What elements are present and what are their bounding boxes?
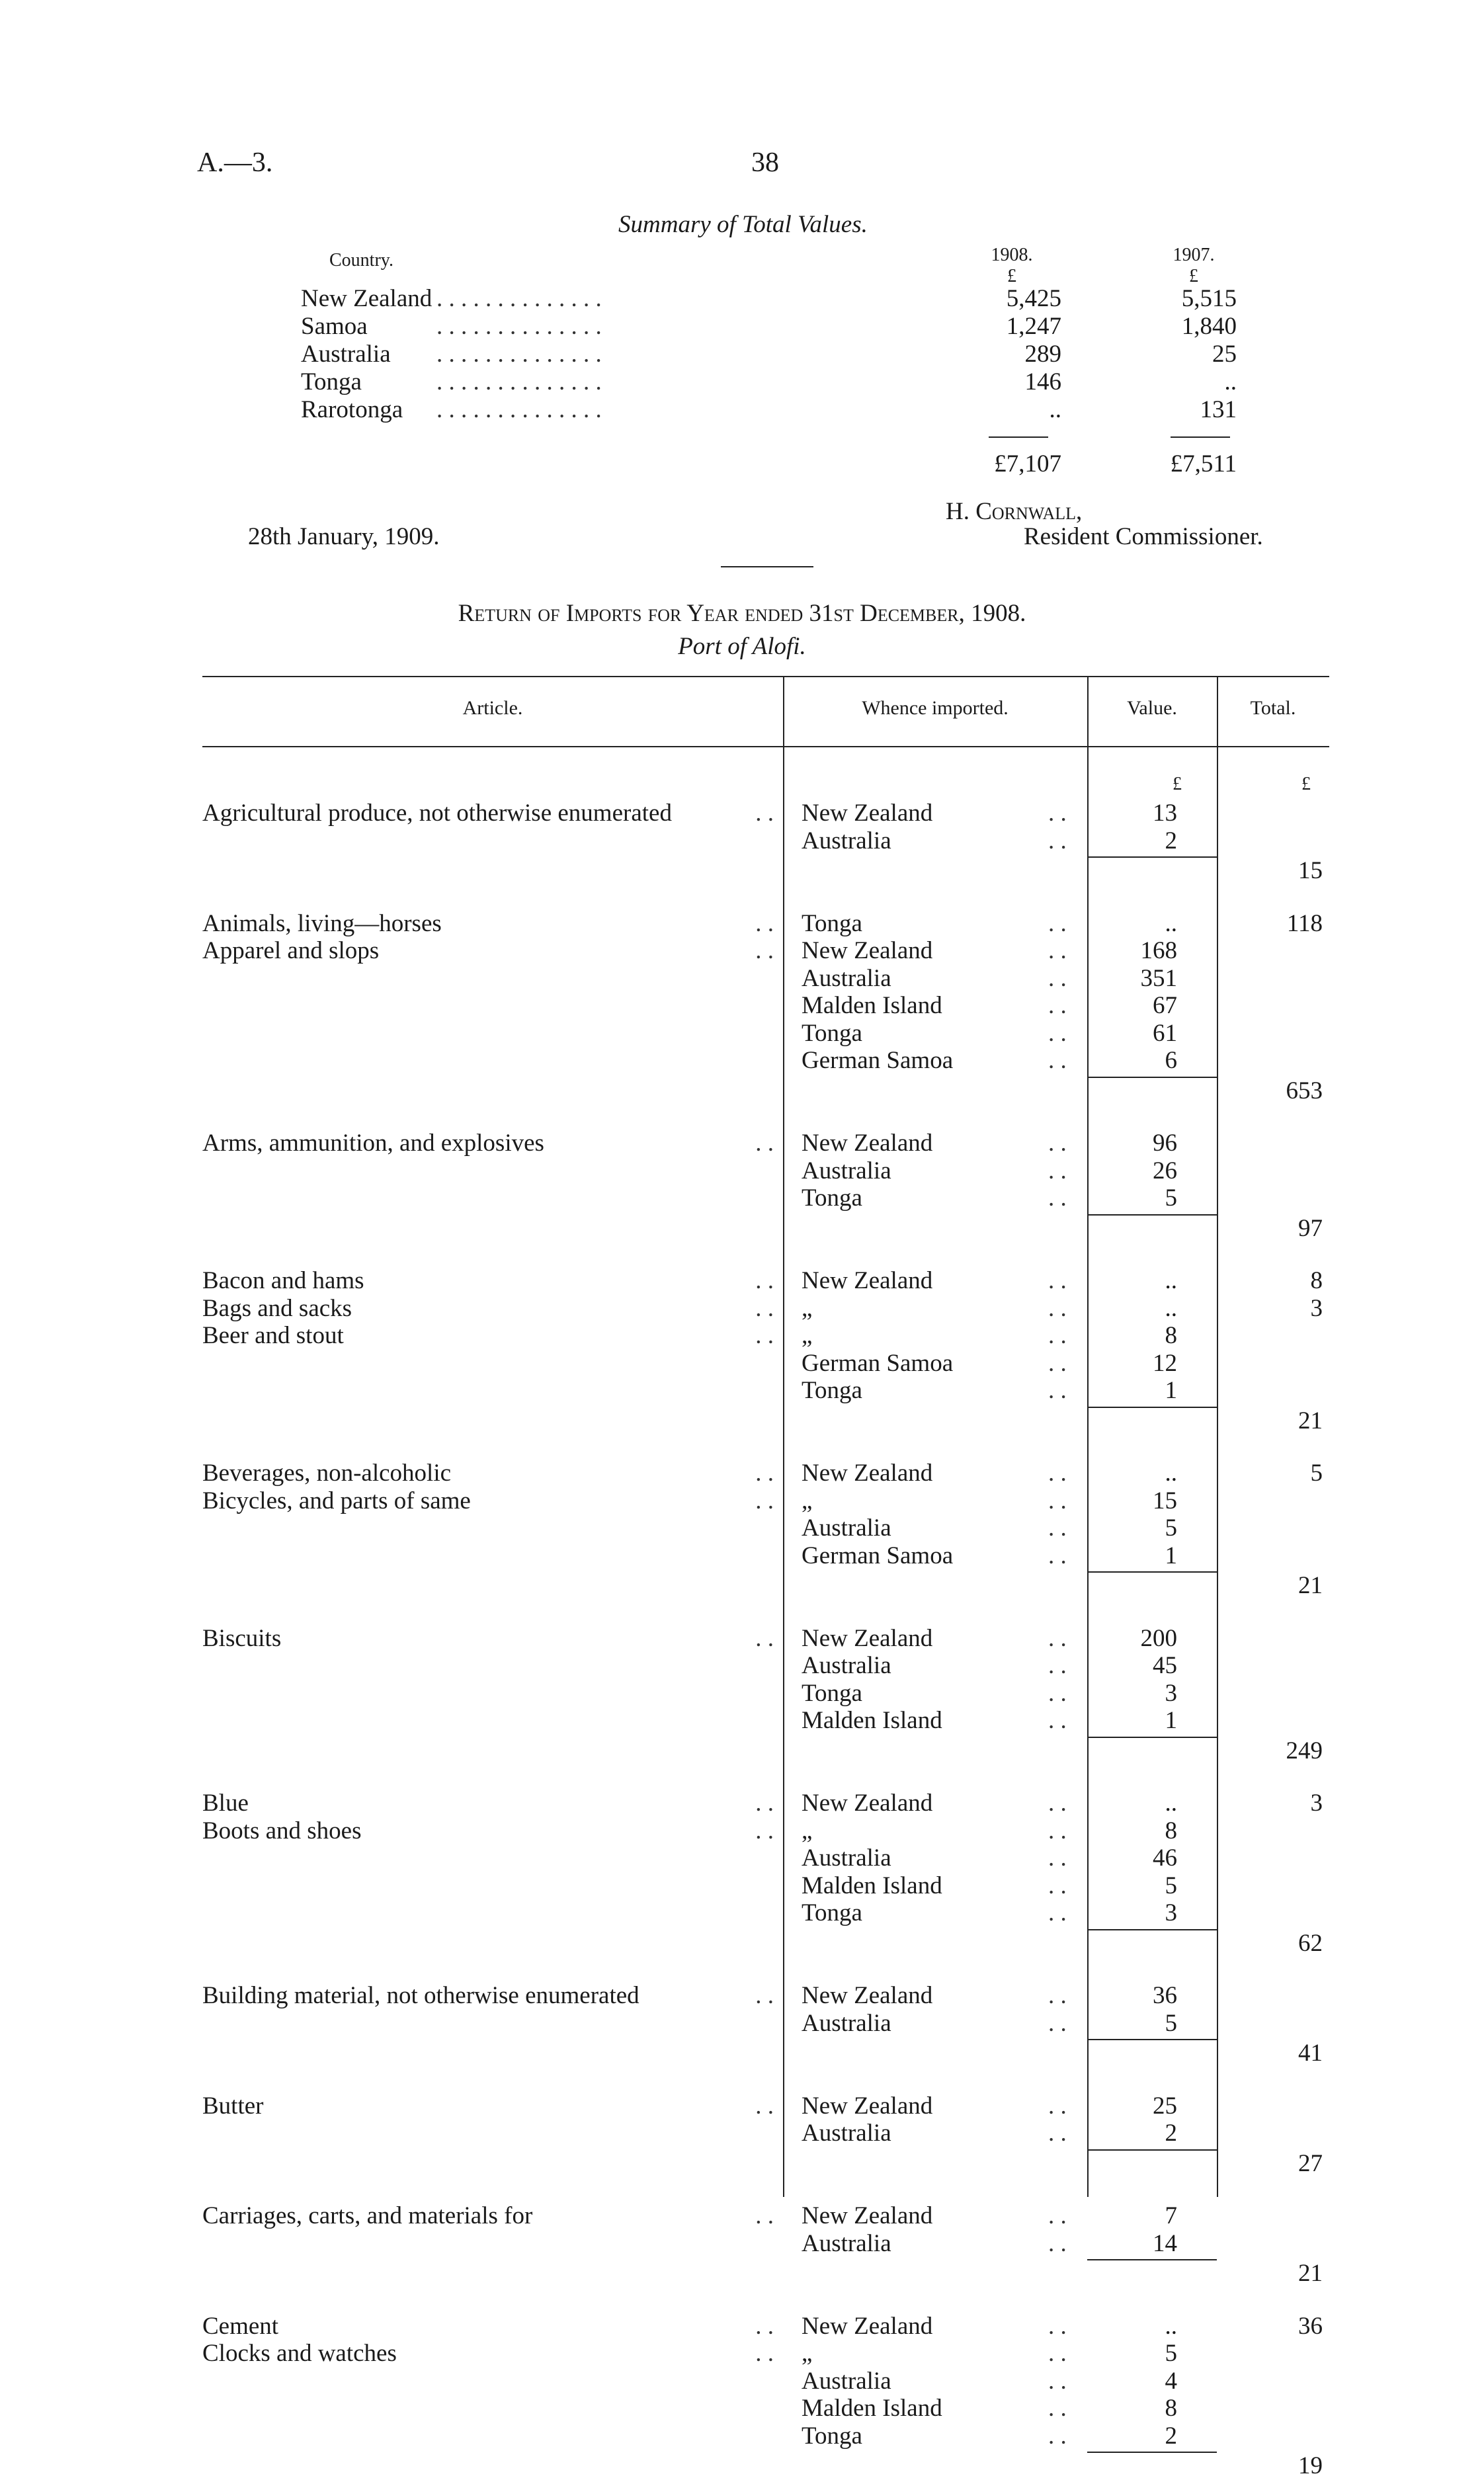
summary-unit-1908: £ — [1007, 266, 1016, 286]
summary-value-1907: .. — [1224, 368, 1237, 395]
leader-dots: . . — [1048, 1542, 1067, 1569]
leader-dots: . . — [1048, 1817, 1067, 1844]
summary-value-1908: 5,425 — [1006, 285, 1061, 312]
leader-dots: . . — [1048, 1157, 1067, 1184]
summary-col-1907: 1907. — [1173, 245, 1215, 265]
summary-unit-1907: £ — [1189, 266, 1198, 286]
row-value: 3 — [1165, 1679, 1177, 1707]
leader-dots: . . — [755, 1817, 774, 1844]
whence-country: Tonga — [802, 1899, 862, 1926]
summary-value-1908: 1,247 — [1006, 313, 1061, 340]
leader-dots: . . — [1048, 1294, 1067, 1322]
whence-country: Malden Island — [802, 992, 942, 1019]
header-whence: Whence imported. — [862, 697, 1009, 719]
whence-country: Malden Island — [802, 1872, 942, 1899]
leader-dots: . . — [1048, 2009, 1067, 2037]
row-value: 2 — [1165, 2120, 1177, 2147]
row-value: 1 — [1165, 1542, 1177, 1569]
whence-country: New Zealand — [802, 800, 933, 827]
row-value: 45 — [1153, 1652, 1177, 1679]
summary-country: Tonga — [301, 368, 362, 395]
summary-col-country: Country. — [329, 250, 393, 270]
leader-dots: . . — [1048, 1790, 1067, 1817]
leader-dots: . . — [1048, 1322, 1067, 1349]
row-value: 36 — [1153, 1982, 1177, 2009]
summary-date: 28th January, 1909. — [248, 523, 440, 550]
subtotal-rule — [1087, 1214, 1217, 1216]
summary-value-1908: 289 — [1024, 341, 1061, 368]
leader-dots: . . — [755, 1624, 774, 1652]
summary-value-1907: 25 — [1212, 341, 1237, 368]
leader-dots: . . . . . . . . . . . . . . — [436, 313, 602, 340]
whence-country: Australia — [802, 1652, 891, 1679]
leader-dots: . . — [755, 1322, 774, 1349]
leader-dots: . . — [1048, 1267, 1067, 1294]
leader-dots: . . — [1048, 1184, 1067, 1212]
header-article: Article. — [462, 697, 523, 719]
whence-country: „ — [802, 1817, 813, 1844]
value-unit: £ — [1173, 774, 1182, 794]
summary-value-1907: 5,515 — [1181, 285, 1237, 312]
article-name: Beverages, non-alcoholic — [202, 1460, 452, 1487]
article-name: Boots and shoes — [202, 1817, 362, 1844]
leader-dots: . . — [1048, 1460, 1067, 1487]
leader-dots: . . — [1048, 2395, 1067, 2422]
group-total: 249 — [1286, 1737, 1323, 1764]
leader-dots: . . — [755, 1267, 774, 1294]
row-value: 12 — [1153, 1349, 1177, 1377]
row-value: 2 — [1165, 2422, 1177, 2450]
row-value: 5 — [1165, 1184, 1177, 1212]
leader-dots: . . — [755, 1982, 774, 2009]
whence-country: New Zealand — [802, 2312, 933, 2340]
subtotal-rule — [1087, 2259, 1217, 2260]
row-value: 5 — [1165, 2340, 1177, 2367]
leader-dots: . . — [1048, 2202, 1067, 2229]
leader-dots: . . . . . . . . . . . . . . — [436, 341, 602, 368]
whence-country: Australia — [802, 1157, 891, 1184]
article-total: 8 — [1310, 1267, 1323, 1294]
row-value: 3 — [1165, 1899, 1177, 1926]
return-title: Return of Imports for Year ended 31st December, 1908. — [458, 600, 1026, 627]
leader-dots: . . — [1048, 1844, 1067, 1872]
leader-dots: . . — [755, 800, 774, 827]
whence-country: German Samoa — [802, 1349, 954, 1377]
row-value: .. — [1165, 1294, 1177, 1322]
article-name: Bicycles, and parts of same — [202, 1487, 471, 1514]
header-total: Total. — [1250, 697, 1296, 719]
row-value: 5 — [1165, 1514, 1177, 1542]
total-unit: £ — [1301, 774, 1311, 794]
leader-dots: . . — [1048, 2340, 1067, 2367]
article-name: Biscuits — [202, 1624, 282, 1652]
leader-dots: . . — [1048, 2229, 1067, 2257]
whence-country: Tonga — [802, 909, 862, 937]
row-value: 46 — [1153, 1844, 1177, 1872]
col-rule-total — [1217, 676, 1218, 2197]
group-total: 21 — [1298, 1572, 1323, 1599]
article-total: 5 — [1310, 1460, 1323, 1487]
leader-dots: . . — [755, 1487, 774, 1514]
summary-value-1908: .. — [1049, 396, 1061, 423]
whence-country: New Zealand — [802, 2092, 933, 2120]
whence-country: New Zealand — [802, 1460, 933, 1487]
subtotal-rule — [1087, 1077, 1217, 1078]
whence-country: Malden Island — [802, 2395, 942, 2422]
summary-col-1908: 1908. — [991, 245, 1033, 265]
whence-country: Australia — [802, 2009, 891, 2037]
leader-dots: . . — [1048, 827, 1067, 854]
leader-dots: . . — [1048, 800, 1067, 827]
group-total: 27 — [1298, 2149, 1323, 2177]
leader-dots: . . — [1048, 2120, 1067, 2147]
summary-country: Australia — [301, 341, 391, 368]
col-rule-value — [1087, 676, 1089, 2197]
row-value: .. — [1165, 1267, 1177, 1294]
group-total: 15 — [1298, 857, 1323, 884]
whence-country: Malden Island — [802, 1707, 942, 1734]
group-total: 97 — [1298, 1214, 1323, 1242]
row-value: 25 — [1153, 2092, 1177, 2120]
leader-dots: . . — [755, 2340, 774, 2367]
leader-dots: . . — [1048, 1899, 1067, 1926]
leader-dots: . . — [1048, 1707, 1067, 1734]
row-value: 67 — [1153, 992, 1177, 1019]
leader-dots: . . — [1048, 1377, 1067, 1404]
leader-dots: . . — [1048, 2422, 1067, 2450]
row-value: 15 — [1153, 1487, 1177, 1514]
row-value: 200 — [1140, 1624, 1177, 1652]
leader-dots: . . — [755, 2092, 774, 2120]
leader-dots: . . — [1048, 1047, 1067, 1074]
row-value: 1 — [1165, 1707, 1177, 1734]
whence-country: New Zealand — [802, 2202, 933, 2229]
leader-dots: . . — [755, 2312, 774, 2340]
whence-country: German Samoa — [802, 1047, 954, 1074]
row-value: 13 — [1153, 800, 1177, 827]
article-name: Cement — [202, 2312, 279, 2340]
group-total: 21 — [1298, 2260, 1323, 2287]
article-name: Bacon and hams — [202, 1267, 364, 1294]
row-value: .. — [1165, 2312, 1177, 2340]
header-value: Value. — [1127, 697, 1177, 719]
leader-dots: . . . . . . . . . . . . . . — [436, 368, 602, 395]
leader-dots: . . — [1048, 1019, 1067, 1047]
whence-country: German Samoa — [802, 1542, 954, 1569]
group-total: 41 — [1298, 2040, 1323, 2067]
subtotal-rule — [1087, 1407, 1217, 1408]
leader-dots: . . — [1048, 964, 1067, 992]
row-value: 26 — [1153, 1157, 1177, 1184]
article-name: Apparel and slops — [202, 937, 380, 964]
subtotal-rule — [1087, 2452, 1217, 2453]
leader-dots: . . — [1048, 2312, 1067, 2340]
whence-country: Tonga — [802, 1377, 862, 1404]
summary-country: Rarotonga — [301, 396, 403, 423]
leader-dots: . . — [1048, 1487, 1067, 1514]
leader-dots: . . — [755, 1460, 774, 1487]
summary-value-1907: 1,840 — [1181, 313, 1237, 340]
summary-signer: H. Cornwall, — [946, 498, 1083, 525]
group-total: 19 — [1298, 2452, 1323, 2479]
article-name: Agricultural produce, not otherwise enumerated — [202, 800, 672, 827]
article-name: Beer and stout — [202, 1322, 344, 1349]
page-number: 38 — [751, 147, 779, 178]
row-value: 61 — [1153, 1019, 1177, 1047]
row-value: 1 — [1165, 1377, 1177, 1404]
group-total: 62 — [1298, 1929, 1323, 1957]
summary-country: New Zealand — [301, 285, 433, 312]
leader-dots: . . — [1048, 1679, 1067, 1707]
whence-country: Tonga — [802, 2422, 862, 2450]
group-total: 21 — [1298, 1407, 1323, 1434]
article-total: 36 — [1298, 2312, 1323, 2340]
leader-dots: . . — [755, 1130, 774, 1157]
leader-dots: . . — [1048, 1982, 1067, 2009]
row-value: 8 — [1165, 2395, 1177, 2422]
leader-dots: . . — [1048, 2367, 1067, 2395]
row-value: 8 — [1165, 1817, 1177, 1844]
subtotal-rule — [1087, 856, 1217, 858]
leader-dots: . . — [1048, 2092, 1067, 2120]
table-header-rule — [202, 746, 1329, 747]
row-value: 96 — [1153, 1130, 1177, 1157]
page-ref: A.—3. — [197, 147, 273, 178]
article-name: Bags and sacks — [202, 1294, 352, 1322]
row-value: 6 — [1165, 1047, 1177, 1074]
row-value: 351 — [1140, 964, 1177, 992]
leader-dots: . . — [1048, 1652, 1067, 1679]
leader-dots: . . — [755, 1294, 774, 1322]
leader-dots: . . — [1048, 1872, 1067, 1899]
leader-dots: . . — [1048, 937, 1067, 964]
whence-country: Tonga — [802, 1019, 862, 1047]
leader-dots: . . — [1048, 1349, 1067, 1377]
article-name: Animals, living—horses — [202, 909, 442, 937]
leader-dots: . . — [755, 2202, 774, 2229]
article-total: 118 — [1286, 909, 1323, 937]
summary-signer-title: Resident Commissioner. — [1024, 523, 1263, 550]
subtotal-rule — [1087, 1737, 1217, 1738]
whence-country: Australia — [802, 2367, 891, 2395]
leader-dots: . . — [1048, 992, 1067, 1019]
article-name: Blue — [202, 1790, 249, 1817]
whence-country: New Zealand — [802, 1790, 933, 1817]
whence-country: „ — [802, 1487, 813, 1514]
summary-value-1907: 131 — [1200, 396, 1237, 423]
article-name: Butter — [202, 2092, 264, 2120]
whence-country: „ — [802, 1322, 813, 1349]
whence-country: New Zealand — [802, 1267, 933, 1294]
whence-country: „ — [802, 1294, 813, 1322]
table-top-rule — [202, 676, 1329, 677]
row-value: 2 — [1165, 827, 1177, 854]
leader-dots: . . — [755, 1790, 774, 1817]
whence-country: Tonga — [802, 1184, 862, 1212]
row-value: 168 — [1140, 937, 1177, 964]
row-value: .. — [1165, 909, 1177, 937]
col-rule-whence — [783, 676, 784, 2197]
whence-country: Tonga — [802, 1679, 862, 1707]
row-value: .. — [1165, 1460, 1177, 1487]
leader-dots: . . — [1048, 909, 1067, 937]
row-value: 7 — [1165, 2202, 1177, 2229]
leader-dots: . . — [755, 937, 774, 964]
article-name: Clocks and watches — [202, 2340, 397, 2367]
row-value: 5 — [1165, 1872, 1177, 1899]
whence-country: Australia — [802, 1844, 891, 1872]
group-total: 653 — [1286, 1077, 1323, 1104]
whence-country: New Zealand — [802, 937, 933, 964]
row-value: 4 — [1165, 2367, 1177, 2395]
whence-country: Australia — [802, 827, 891, 854]
article-total: 3 — [1310, 1790, 1323, 1817]
row-value: 8 — [1165, 1322, 1177, 1349]
summary-total-1907: £7,511 — [1170, 450, 1237, 477]
whence-country: New Zealand — [802, 1624, 933, 1652]
summary-title: Summary of Total Values. — [618, 211, 868, 238]
article-name: Carriages, carts, and materials for — [202, 2202, 533, 2229]
summary-value-1908: 146 — [1024, 368, 1061, 395]
subtotal-rule — [1087, 1929, 1217, 1930]
leader-dots: . . . . . . . . . . . . . . — [436, 396, 602, 423]
whence-country: Australia — [802, 2120, 891, 2147]
whence-country: New Zealand — [802, 1982, 933, 2009]
row-value: 5 — [1165, 2009, 1177, 2037]
leader-dots: . . — [1048, 1624, 1067, 1652]
whence-country: Australia — [802, 2229, 891, 2257]
article-name: Building material, not otherwise enumerated — [202, 1982, 639, 2009]
article-name: Arms, ammunition, and explosives — [202, 1130, 544, 1157]
leader-dots: . . . . . . . . . . . . . . — [436, 285, 602, 312]
whence-country: New Zealand — [802, 1130, 933, 1157]
whence-country: Australia — [802, 1514, 891, 1542]
subtotal-rule — [1087, 2039, 1217, 2040]
section-divider — [721, 566, 813, 567]
row-value: .. — [1165, 1790, 1177, 1817]
subtotal-rule — [1087, 1571, 1217, 1573]
leader-dots: . . — [1048, 1130, 1067, 1157]
whence-country: Australia — [802, 964, 891, 992]
leader-dots: . . — [755, 909, 774, 937]
leader-dots: . . — [1048, 1514, 1067, 1542]
return-subtitle: Port of Alofi. — [678, 633, 806, 660]
summary-total-1908: £7,107 — [994, 450, 1061, 477]
summary-country: Samoa — [301, 313, 368, 340]
subtotal-rule — [1087, 2149, 1217, 2151]
article-total: 3 — [1310, 1294, 1323, 1322]
row-value: 14 — [1153, 2229, 1177, 2257]
whence-country: „ — [802, 2340, 813, 2367]
